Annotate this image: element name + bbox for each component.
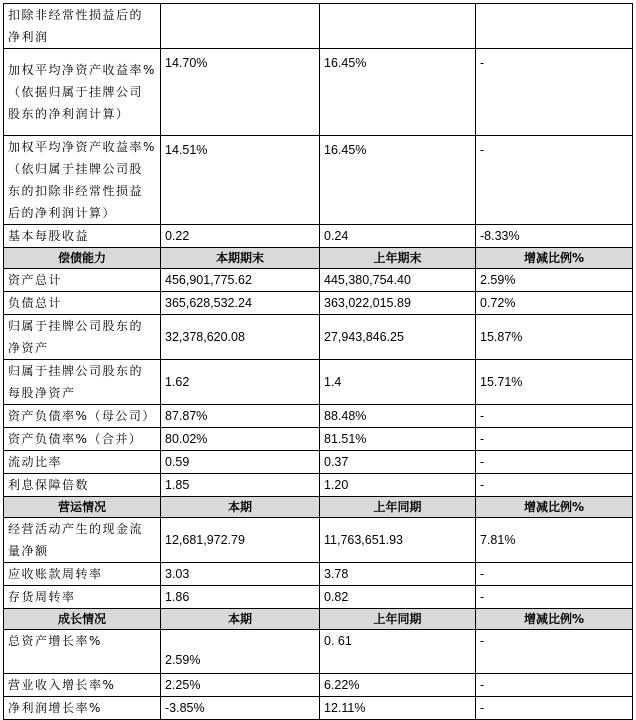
prior-value: 11,763,651.93	[320, 518, 476, 563]
row-label: 流动比率	[4, 451, 161, 474]
table-row	[4, 292, 633, 315]
current-value: 14.51%	[161, 136, 320, 225]
row-label: 应收账款周转率	[4, 563, 161, 586]
column-header: 增减比例%	[476, 248, 633, 269]
current-value: 3.03	[161, 563, 320, 586]
table-row	[4, 428, 633, 451]
current-value: 1.85	[161, 474, 320, 497]
prior-value	[320, 4, 476, 49]
prior-value: 81.51%	[320, 428, 476, 451]
change-value: 2.59%	[476, 269, 633, 292]
prior-value: 16.45%	[320, 49, 476, 136]
current-value: 14.70%	[161, 49, 320, 136]
table-row	[4, 136, 633, 225]
row-label: 资产总计	[4, 269, 161, 292]
current-value: 2.25%	[161, 674, 320, 697]
change-value: -	[476, 405, 633, 428]
table-row	[4, 674, 633, 697]
current-value: 12,681,972.79	[161, 518, 320, 563]
row-label: 总资产增长率%	[4, 630, 161, 674]
change-value: -	[476, 474, 633, 497]
current-value: 87.87%	[161, 405, 320, 428]
column-header: 上年同期	[320, 609, 476, 630]
change-value: -	[476, 674, 633, 697]
table-row	[4, 405, 633, 428]
prior-value: 0.24	[320, 225, 476, 248]
row-label: 资产负债率%（母公司）	[4, 405, 161, 428]
prior-value: 1.4	[320, 360, 476, 405]
current-value: 0.22	[161, 225, 320, 248]
prior-value: 88.48%	[320, 405, 476, 428]
section-title: 营运情况	[4, 497, 161, 518]
current-value: 80.02%	[161, 428, 320, 451]
current-value	[161, 4, 320, 49]
current-value: 1.62	[161, 360, 320, 405]
row-label: 加权平均净资产收益率%（依据归属于挂牌公司股东的净利润计算）	[4, 49, 161, 136]
row-label: 存货周转率	[4, 586, 161, 609]
row-label: 归属于挂牌公司股东的净资产	[4, 315, 161, 360]
change-value: -	[476, 630, 633, 674]
row-label: 净利润增长率%	[4, 697, 161, 720]
change-value: -	[476, 428, 633, 451]
financial-indicators-table	[3, 3, 633, 720]
prior-value: 0.82	[320, 586, 476, 609]
row-label: 利息保障倍数	[4, 474, 161, 497]
table-row	[4, 518, 633, 563]
row-label: 负债总计	[4, 292, 161, 315]
row-label: 营业收入增长率%	[4, 674, 161, 697]
change-value: -	[476, 586, 633, 609]
table-row	[4, 225, 633, 248]
section-header-growth	[4, 609, 633, 630]
current-value: 32,378,620.08	[161, 315, 320, 360]
row-label: 资产负债率%（合并）	[4, 428, 161, 451]
prior-value: 3.78	[320, 563, 476, 586]
column-header: 增减比例%	[476, 497, 633, 518]
table-row	[4, 49, 633, 136]
change-value: -	[476, 136, 633, 225]
change-value: -	[476, 563, 633, 586]
row-label: 扣除非经常性损益后的净利润	[4, 4, 161, 49]
change-value: -	[476, 697, 633, 720]
change-value: -8.33%	[476, 225, 633, 248]
row-label: 经营活动产生的现金流量净额	[4, 518, 161, 563]
current-value: 0.59	[161, 451, 320, 474]
column-header: 本期期末	[161, 248, 320, 269]
change-value: -	[476, 49, 633, 136]
section-header-solvency	[4, 248, 633, 269]
column-header: 上年期末	[320, 248, 476, 269]
section-title: 偿债能力	[4, 248, 161, 269]
table-row	[4, 4, 633, 49]
table-row	[4, 563, 633, 586]
prior-value: 6.22%	[320, 674, 476, 697]
row-label: 加权平均净资产收益率%（依归属于挂牌公司股东的扣除非经常性损益后的净利润计算）	[4, 136, 161, 225]
table-row	[4, 360, 633, 405]
row-label: 归属于挂牌公司股东的每股净资产	[4, 360, 161, 405]
column-header: 上年同期	[320, 497, 476, 518]
prior-value: 1.20	[320, 474, 476, 497]
prior-value: 12.11%	[320, 697, 476, 720]
table-row	[4, 269, 633, 292]
current-value: 2.59%	[161, 630, 320, 674]
prior-value: 16.45%	[320, 136, 476, 225]
prior-value: 445,380,754.40	[320, 269, 476, 292]
change-value: 0.72%	[476, 292, 633, 315]
change-value: 15.87%	[476, 315, 633, 360]
table-row	[4, 630, 633, 674]
prior-value: 27,943,846.25	[320, 315, 476, 360]
current-value: -3.85%	[161, 697, 320, 720]
section-header-operations	[4, 497, 633, 518]
change-value: 7.81%	[476, 518, 633, 563]
prior-value: 0.37	[320, 451, 476, 474]
prior-value: 363,022,015.89	[320, 292, 476, 315]
current-value: 456,901,775.62	[161, 269, 320, 292]
table-row	[4, 451, 633, 474]
change-value: 15.71%	[476, 360, 633, 405]
table-row	[4, 586, 633, 609]
table-row	[4, 474, 633, 497]
row-label: 基本每股收益	[4, 225, 161, 248]
column-header: 本期	[161, 497, 320, 518]
section-title: 成长情况	[4, 609, 161, 630]
table-row	[4, 315, 633, 360]
current-value: 365,628,532.24	[161, 292, 320, 315]
change-value: -	[476, 451, 633, 474]
column-header: 增减比例%	[476, 609, 633, 630]
prior-value: 0. 61	[320, 630, 476, 674]
table-row	[4, 697, 633, 720]
current-value: 1.86	[161, 586, 320, 609]
change-value	[476, 4, 633, 49]
column-header: 本期	[161, 609, 320, 630]
